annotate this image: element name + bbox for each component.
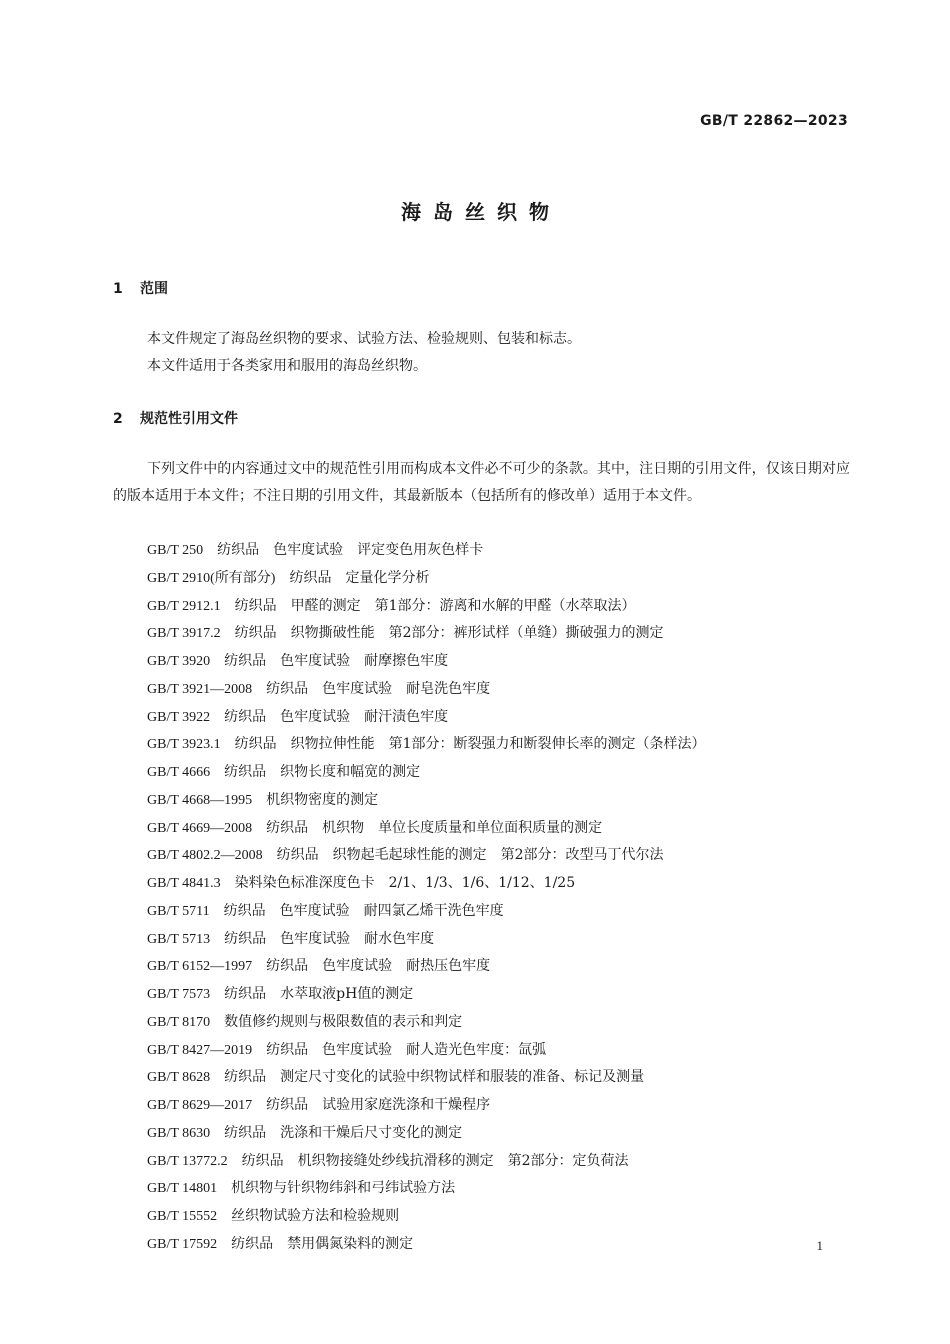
- reference-code: GB/T 8427—2019: [147, 1042, 253, 1058]
- section-1-number: 1: [113, 281, 123, 297]
- reference-title: 纺织品 甲醛的测定 第1部分：游离和水解的甲醛（水萃取法）: [234, 597, 636, 614]
- reference-item: [147, 1064, 706, 1092]
- reference-title: 纺织品 色牢度试验 耐四氯乙烯干洗色牢度: [223, 902, 504, 919]
- reference-item: [147, 1009, 706, 1037]
- reference-title: 纺织品 色牢度试验 耐汗渍色牢度: [224, 708, 449, 725]
- reference-item: [147, 926, 706, 954]
- section-2-intro-paragraph: 下列文件中的内容通过文中的规范性引用而构成本文件必不可少的条款。其中，注日期的引用文件，仅该日期对应的版本适用于本文件；不注日期的引用文件，其最新版本（包括所有的修改单）适用于本文件。: [113, 461, 850, 504]
- reference-code: GB/T 5711: [147, 903, 210, 919]
- reference-title: 纺织品 色牢度试验 耐人造光色牢度：氙弧: [266, 1041, 547, 1058]
- reference-code: GB/T 14801: [147, 1181, 218, 1197]
- section-2-heading: [113, 409, 238, 429]
- reference-item: [147, 981, 706, 1009]
- reference-item: [147, 1092, 706, 1120]
- reference-title: 丝织物试验方法和检验规则: [231, 1208, 400, 1224]
- reference-code: GB/T 3921—2008: [147, 681, 253, 697]
- reference-code: GB/T 7573: [147, 987, 211, 1002]
- reference-code: GB/T 4669—2008: [147, 820, 253, 836]
- reference-item: [147, 1231, 706, 1259]
- reference-code: GB/T 8628: [147, 1070, 211, 1086]
- section-2-title: 规范性引用文件: [140, 411, 238, 427]
- section-1-title: 范围: [140, 281, 168, 297]
- reference-code: GB/T 2910(所有部分): [147, 570, 276, 586]
- section-2-number: 2: [113, 411, 123, 427]
- reference-title: 纺织品 禁用偶氮染料的测定: [231, 1235, 414, 1252]
- reference-item: [147, 537, 706, 565]
- reference-code: GB/T 4666: [147, 765, 211, 780]
- reference-item: [147, 1203, 706, 1231]
- reference-code: GB/T 250: [147, 543, 204, 558]
- reference-title: 纺织品 定量化学分析: [289, 569, 430, 586]
- standard-number: GB/T 22862—2023: [700, 113, 848, 129]
- section-1-body: [113, 326, 850, 379]
- reference-title: 纺织品 织物撕破性能 第2部分：裤形试样（单缝）撕破强力的测定: [234, 625, 664, 642]
- reference-title: 纺织品 机织物 单位长度质量和单位面积质量的测定: [266, 819, 603, 836]
- reference-title: 纺织品 水萃取液pH值的测定: [224, 986, 414, 1002]
- document-title: 海岛丝织物: [401, 200, 561, 224]
- reference-title: 纺织品 色牢度试验 耐皂洗色牢度: [266, 680, 491, 697]
- reference-item: [147, 1148, 706, 1176]
- reference-title: 纺织品 色牢度试验 评定变色用灰色样卡: [217, 542, 484, 558]
- reference-item: [147, 1120, 706, 1148]
- reference-item: [147, 704, 706, 732]
- reference-item: [147, 620, 706, 648]
- reference-item: [147, 787, 706, 815]
- reference-code: GB/T 4841.3: [147, 876, 221, 891]
- reference-code: GB/T 4802.2—2008: [147, 848, 263, 864]
- section-1-heading: [113, 279, 168, 299]
- reference-item: [147, 593, 706, 621]
- reference-code: GB/T 2912.1: [147, 598, 221, 614]
- reference-item: [147, 759, 706, 787]
- reference-title: 纺织品 织物长度和幅宽的测定: [224, 764, 421, 780]
- reference-item: [147, 676, 706, 704]
- reference-item: [147, 842, 706, 870]
- reference-title: 纺织品 色牢度试验 耐水色牢度: [224, 930, 435, 947]
- reference-item: [147, 565, 706, 593]
- reference-list: [147, 537, 706, 1259]
- reference-title: 纺织品 机织物接缝处纱线抗滑移的测定 第2部分：定负荷法: [241, 1152, 629, 1169]
- reference-code: GB/T 15552: [147, 1209, 218, 1224]
- reference-code: GB/T 13772.2: [147, 1153, 228, 1169]
- reference-item: [147, 815, 706, 843]
- reference-item: [147, 1037, 706, 1065]
- reference-code: GB/T 3922: [147, 709, 211, 725]
- reference-item: [147, 648, 706, 676]
- reference-title: 纺织品 试验用家庭洗涤和干燥程序: [266, 1097, 491, 1113]
- reference-item: [147, 731, 706, 759]
- reference-title: 数值修约规则与极限数值的表示和判定: [224, 1013, 463, 1030]
- reference-code: GB/T 3917.2: [147, 626, 221, 642]
- reference-code: GB/T 3923.1: [147, 737, 221, 753]
- section-1-paragraph: 本文件适用于各类家用和服用的海岛丝织物。: [147, 357, 427, 374]
- reference-code: GB/T 8629—2017: [147, 1098, 253, 1113]
- reference-title: 纺织品 测定尺寸变化的试验中织物试样和服装的准备、标记及测量: [224, 1069, 645, 1086]
- reference-code: GB/T 6152—1997: [147, 959, 253, 975]
- reference-code: GB/T 5713: [147, 931, 211, 947]
- reference-title: 纺织品 色牢度试验 耐热压色牢度: [266, 958, 491, 975]
- reference-title: 纺织品 织物拉伸性能 第1部分：断裂强力和断裂伸长率的测定（条样法）: [234, 736, 706, 753]
- reference-item: [147, 953, 706, 981]
- section-2-intro: [113, 456, 850, 509]
- reference-item: [147, 1175, 706, 1203]
- reference-code: GB/T 17592: [147, 1236, 218, 1252]
- reference-code: GB/T 3920: [147, 654, 211, 669]
- reference-title: 染料染色标准深度色卡 2/1、1/3、1/6、1/12、1/25: [234, 875, 576, 891]
- reference-item: [147, 898, 706, 926]
- reference-code: GB/T 8630: [147, 1125, 211, 1141]
- reference-title: 机织物与针织物纬斜和弓纬试验方法: [231, 1180, 456, 1197]
- section-1-paragraph: 本文件规定了海岛丝织物的要求、试验方法、检验规则、包装和标志。: [147, 331, 581, 347]
- reference-title: 纺织品 洗涤和干燥后尺寸变化的测定: [224, 1124, 463, 1141]
- reference-title: 纺织品 织物起毛起球性能的测定 第2部分：改型马丁代尔法: [276, 847, 664, 864]
- reference-title: 纺织品 色牢度试验 耐摩擦色牢度: [224, 653, 449, 669]
- page-number: 1: [816, 1238, 823, 1253]
- reference-code: GB/T 4668—1995: [147, 792, 253, 808]
- reference-item: [147, 870, 706, 898]
- reference-title: 机织物密度的测定: [266, 791, 379, 808]
- reference-code: GB/T 8170: [147, 1014, 211, 1030]
